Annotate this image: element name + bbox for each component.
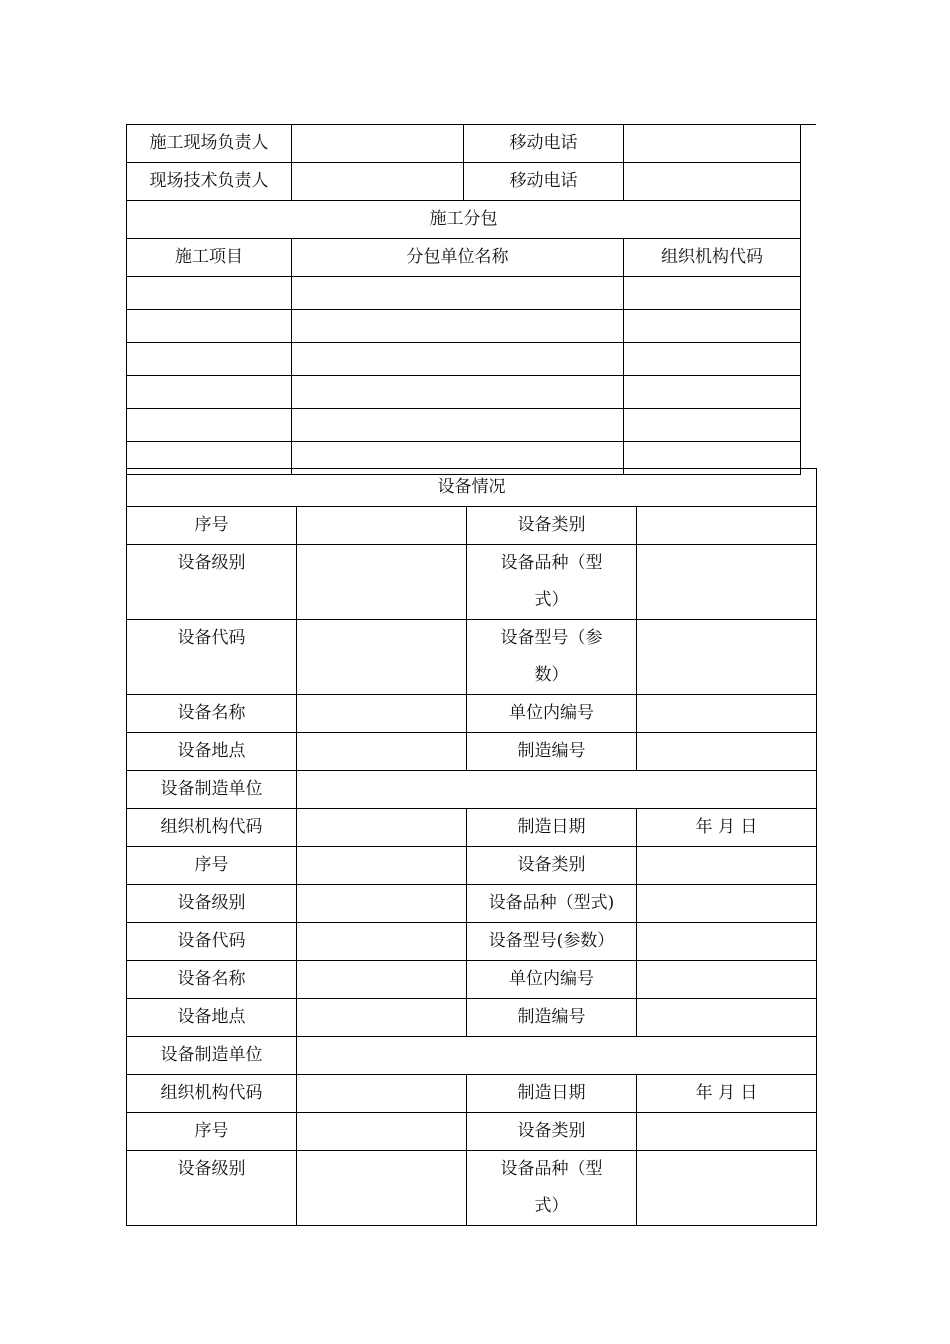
variety-label: 设备品种（型式）	[467, 1151, 637, 1226]
site-manager-field[interactable]	[292, 125, 464, 163]
tech-manager-phone-field[interactable]	[624, 163, 801, 201]
subcontract-name-cell[interactable]	[292, 310, 624, 343]
equipment-table	[126, 468, 817, 1226]
org-code-label: 组织机构代码	[127, 1075, 297, 1113]
tech-manager-label: 现场技术负责人	[127, 163, 292, 201]
tech-manager-phone-label: 移动电话	[464, 163, 624, 201]
subcontract-project-cell[interactable]	[127, 409, 292, 442]
name-field[interactable]	[297, 695, 467, 733]
subcontract-project-cell[interactable]	[127, 343, 292, 376]
subcontract-name-cell[interactable]	[292, 277, 624, 310]
subcontract-section-title: 施工分包	[127, 201, 801, 239]
mfg-date-field[interactable]: 年 月 日	[637, 809, 817, 847]
code-label: 设备代码	[127, 620, 297, 695]
variety-field[interactable]	[637, 1151, 817, 1226]
manufacturer-field[interactable]	[297, 1037, 817, 1075]
category-label: 设备类别	[467, 507, 637, 545]
manufacturer-field[interactable]	[297, 771, 817, 809]
mfg-date-label: 制造日期	[467, 809, 637, 847]
subcontract-code-cell[interactable]	[624, 343, 801, 376]
category-field[interactable]	[637, 507, 817, 545]
level-field[interactable]	[297, 885, 467, 923]
level-label: 设备级别	[127, 1151, 297, 1226]
subcontract-code-cell[interactable]	[624, 409, 801, 442]
location-field[interactable]	[297, 999, 467, 1037]
variety-field[interactable]	[637, 545, 817, 620]
model-field[interactable]	[637, 620, 817, 695]
tech-manager-field[interactable]	[292, 163, 464, 201]
org-code-label: 组织机构代码	[127, 809, 297, 847]
mfg-no-label: 制造编号	[467, 733, 637, 771]
name-label: 设备名称	[127, 961, 297, 999]
level-label: 设备级别	[127, 885, 297, 923]
unit-no-label: 单位内编号	[467, 695, 637, 733]
mfg-no-label: 制造编号	[467, 999, 637, 1037]
name-label: 设备名称	[127, 695, 297, 733]
location-label: 设备地点	[127, 999, 297, 1037]
seq-label: 序号	[127, 507, 297, 545]
seq-label: 序号	[127, 847, 297, 885]
site-manager-phone-field[interactable]	[624, 125, 801, 163]
unit-no-field[interactable]	[637, 961, 817, 999]
subcontract-project-cell[interactable]	[127, 376, 292, 409]
category-label: 设备类别	[467, 847, 637, 885]
variety-label: 设备品种（型式)	[467, 885, 637, 923]
site-manager-phone-label: 移动电话	[464, 125, 624, 163]
code-field[interactable]	[297, 923, 467, 961]
table-edge-line	[800, 124, 816, 125]
model-field[interactable]	[637, 923, 817, 961]
header-project: 施工项目	[127, 239, 292, 277]
equipment-section-title: 设备情况	[127, 469, 817, 507]
unit-no-field[interactable]	[637, 695, 817, 733]
mfg-no-field[interactable]	[637, 999, 817, 1037]
subcontract-code-cell[interactable]	[624, 310, 801, 343]
manufacturer-label: 设备制造单位	[127, 771, 297, 809]
variety-label: 设备品种（型式）	[467, 545, 637, 620]
category-field[interactable]	[637, 1113, 817, 1151]
category-label: 设备类别	[467, 1113, 637, 1151]
model-label: 设备型号(参数）	[467, 923, 637, 961]
subcontract-code-cell[interactable]	[624, 376, 801, 409]
subcontract-name-cell[interactable]	[292, 343, 624, 376]
seq-field[interactable]	[297, 847, 467, 885]
subcontract-project-cell[interactable]	[127, 277, 292, 310]
level-field[interactable]	[297, 1151, 467, 1226]
manufacturer-label: 设备制造单位	[127, 1037, 297, 1075]
level-field[interactable]	[297, 545, 467, 620]
subcontract-project-cell[interactable]	[127, 310, 292, 343]
level-label: 设备级别	[127, 545, 297, 620]
org-code-field[interactable]	[297, 1075, 467, 1113]
unit-no-label: 单位内编号	[467, 961, 637, 999]
code-field[interactable]	[297, 620, 467, 695]
category-field[interactable]	[637, 847, 817, 885]
header-org-code: 组织机构代码	[624, 239, 801, 277]
mfg-date-label: 制造日期	[467, 1075, 637, 1113]
location-field[interactable]	[297, 733, 467, 771]
mfg-no-field[interactable]	[637, 733, 817, 771]
subcontract-name-cell[interactable]	[292, 409, 624, 442]
variety-field[interactable]	[637, 885, 817, 923]
model-label: 设备型号（参数）	[467, 620, 637, 695]
subcontract-code-cell[interactable]	[624, 277, 801, 310]
seq-label: 序号	[127, 1113, 297, 1151]
header-subcontractor-name: 分包单位名称	[292, 239, 624, 277]
subcontract-name-cell[interactable]	[292, 376, 624, 409]
seq-field[interactable]	[297, 507, 467, 545]
site-manager-label: 施工现场负责人	[127, 125, 292, 163]
code-label: 设备代码	[127, 923, 297, 961]
org-code-field[interactable]	[297, 809, 467, 847]
location-label: 设备地点	[127, 733, 297, 771]
seq-field[interactable]	[297, 1113, 467, 1151]
site-personnel-subcontract-table	[126, 124, 801, 475]
name-field[interactable]	[297, 961, 467, 999]
mfg-date-field[interactable]: 年 月 日	[637, 1075, 817, 1113]
